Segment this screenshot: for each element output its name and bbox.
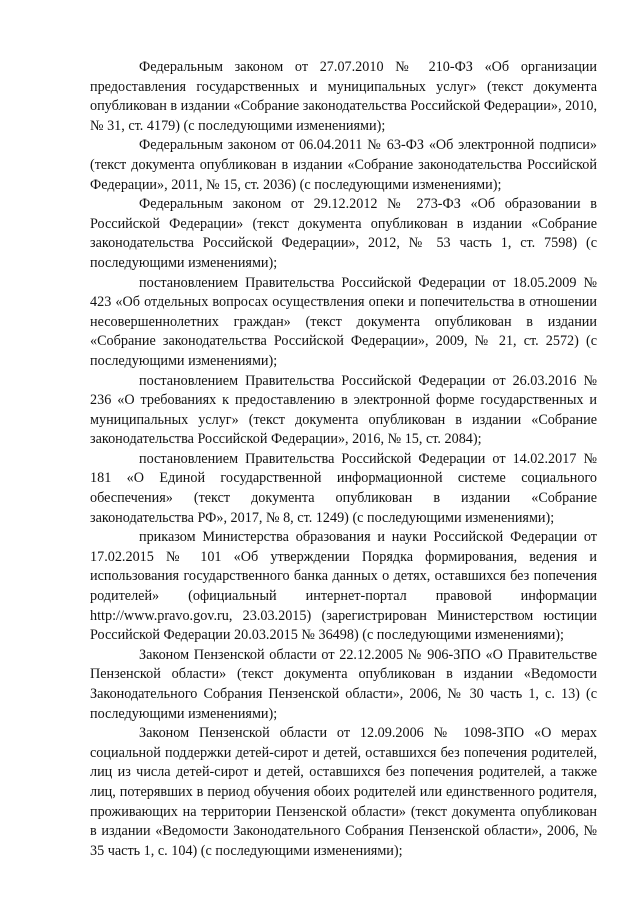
paragraph-law-273-fz: Федеральным законом от 29.12.2012 № 273-ФЗ «Об образовании в Российской Федерации» (текст документа опубликован в издании «Собрание законодательства Российской Федерации», 2012, № 53 часть 1, ст. 7598) (с последующими изменениями);: [90, 196, 597, 271]
paragraph-resolution-236: постановлением Правительства Российской Федерации от 26.03.2016 № 236 «О требованиях к предоставлению в электронной форме государственных и муниципальных услуг» (текст документа опубликован в издании «Собрание законодательства Российской Федерации», 2016, № 15, ст. 2084);: [90, 372, 597, 448]
paragraph-law-63-fz: Федеральным законом от 06.04.2011 № 63-ФЗ «Об электронной подписи» (текст документа опубликован в издании «Собрание законодательства Российской Федерации», 2011, № 15, ст. 2036) (с последующими изменениями);: [90, 137, 597, 193]
paragraph-law-906-zpo: Законом Пензенской области от 22.12.2005 № 906-ЗПО «О Правительстве Пензенской области» (текст документа опубликован в издании «Ведомости Законодательного Собрания Пензенской области», 2006, № 30 часть 1, с. 13) (с последующими изменениями);: [90, 646, 597, 722]
document-page: [90, 58, 597, 861]
paragraph-resolution-423: постановлением Правительства Российской Федерации от 18.05.2009 № 423 «Об отдельных вопросах осуществления опеки и попечительства в отношении несовершеннолетних граждан» (текст документа опубликован в издании «Собрание законодательства Российской Федерации», 2009, № 21, ст. 2572) (с последующими изменениями);: [90, 274, 597, 369]
paragraph-resolution-181: постановлением Правительства Российской Федерации от 14.02.2017 № 181 «О Единой государственной информационной системе социального обеспечения» (текст документа опубликован в издании «Собрание законодательства РФ», 2017, № 8, ст. 1249) (с последующими изменениями);: [90, 450, 597, 526]
paragraph-order-101: приказом Министерства образования и науки Российской Федерации от 17.02.2015 № 101 «Об утверждении Порядка формирования, ведения и использования государственного банка данных о детях, оставшихся без попечения родителей» (официальный интернет-портал правовой информации http://www.pravo.gov.ru, 23.03.2015) (зарегистрирован Министерством юстиции Российской Федерации 20.03.2015 № 36498) (с последующими изменениями);: [90, 529, 597, 644]
paragraph-law-1098-zpo: Законом Пензенской области от 12.09.2006 № 1098-ЗПО «О мерах социальной поддержки детей-сирот и детей, оставшихся без попечения родителей, лиц из числа детей-сирот и детей, оставшихся без попечения родителей, а также лиц, потерявших в период обучения обоих родителей или единственного родителя, проживающих на территории Пензенской области» (текст документа опубликован в издании «Ведомости Законодательного Собрания Пензенской области», 2006, № 35 часть 1, с. 104) (с последующими изменениями);: [90, 725, 597, 859]
paragraph-law-210-fz: Федеральным законом от 27.07.2010 № 210-ФЗ «Об организации предоставления государственных и муниципальных услуг» (текст документа опубликован в издании «Собрание законодательства Российской Федерации», 2010, № 31, ст. 4179) (с последующими изменениями);: [90, 59, 597, 134]
